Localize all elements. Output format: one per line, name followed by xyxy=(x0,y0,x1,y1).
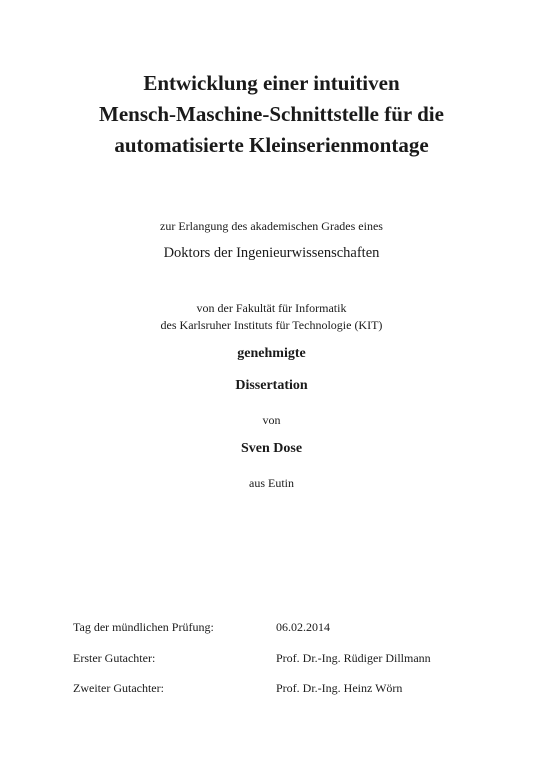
faculty-line-2: des Karlsruher Instituts für Technologie (KIT) xyxy=(160,318,383,332)
document-type: Dissertation xyxy=(235,378,308,393)
second-reviewer-row xyxy=(73,681,493,696)
by-label: von xyxy=(262,413,281,427)
faculty-line-1: von der Fakultät für Informatik xyxy=(196,301,347,315)
title-line-3: automatisierte Kleinserienmontage xyxy=(114,133,429,157)
second-reviewer-label: Zweiter Gutachter: xyxy=(73,681,164,695)
title-line-1: Entwicklung einer intuitiven xyxy=(143,71,400,95)
author-name: Sven Dose xyxy=(240,441,303,456)
first-reviewer-label: Erster Gutachter: xyxy=(73,651,156,665)
exam-date-row xyxy=(73,620,493,635)
exam-date-value: 06.02.2014 xyxy=(276,620,330,634)
title-line-2: Mensch-Maschine-Schnittstelle für die xyxy=(99,102,444,126)
degree-name: Doktors der Ingenieurwissenschaften xyxy=(163,245,380,261)
first-reviewer-value: Prof. Dr.-Ing. Rüdiger Dillmann xyxy=(276,651,431,665)
second-reviewer-value: Prof. Dr.-Ing. Heinz Wörn xyxy=(276,681,403,695)
degree-purpose: zur Erlangung des akademischen Grades eines xyxy=(160,219,383,233)
exam-date-label: Tag der mündlichen Prüfung: xyxy=(73,620,214,634)
thesis-title xyxy=(0,68,543,161)
approved-label: genehmigte xyxy=(237,346,306,361)
author-origin: aus Eutin xyxy=(249,476,294,490)
first-reviewer-row xyxy=(73,651,493,666)
